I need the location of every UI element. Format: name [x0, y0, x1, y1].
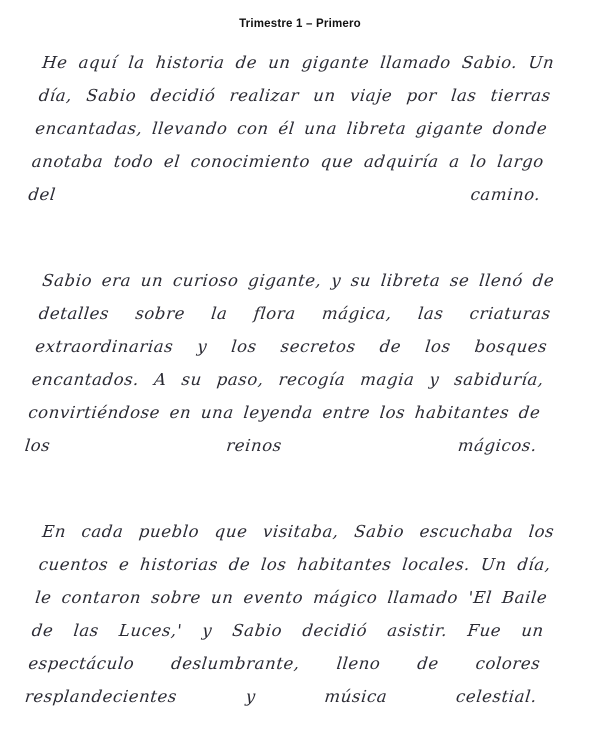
- paragraph: Sabio era un curioso gigante, y su libreta se llenó de detalles sobre la flora mágica, las criaturas extraordinarias y los secretos de los bosques encantados. A su paso, recogía magia y sabiduría, convirtiéndose en una leyenda entre los habitantes de los reinos mágicos.: [23, 271, 556, 455]
- paragraph: En cada pueblo que visitaba, Sabio escuchaba los cuentos e historias de los habitantes locales. Un día, le contaron sobre un evento mágico llamado 'El Baile de las Luces,' y Sabio decidió asistir. Fue un espectáculo deslumbrante, lleno de colores resplandecientes y música celestial.: [23, 522, 556, 706]
- document-body: [23, 46, 556, 746]
- page-title: Trimestre 1 – Primero: [239, 18, 361, 30]
- paragraph: He aquí la historia de un gigante llamado Sabio. Un día, Sabio decidió realizar un viaje por las tierras encantadas, llevando con él una libreta gigante donde anotaba todo el conocimiento que adquiría a lo largo del camino.: [27, 53, 556, 204]
